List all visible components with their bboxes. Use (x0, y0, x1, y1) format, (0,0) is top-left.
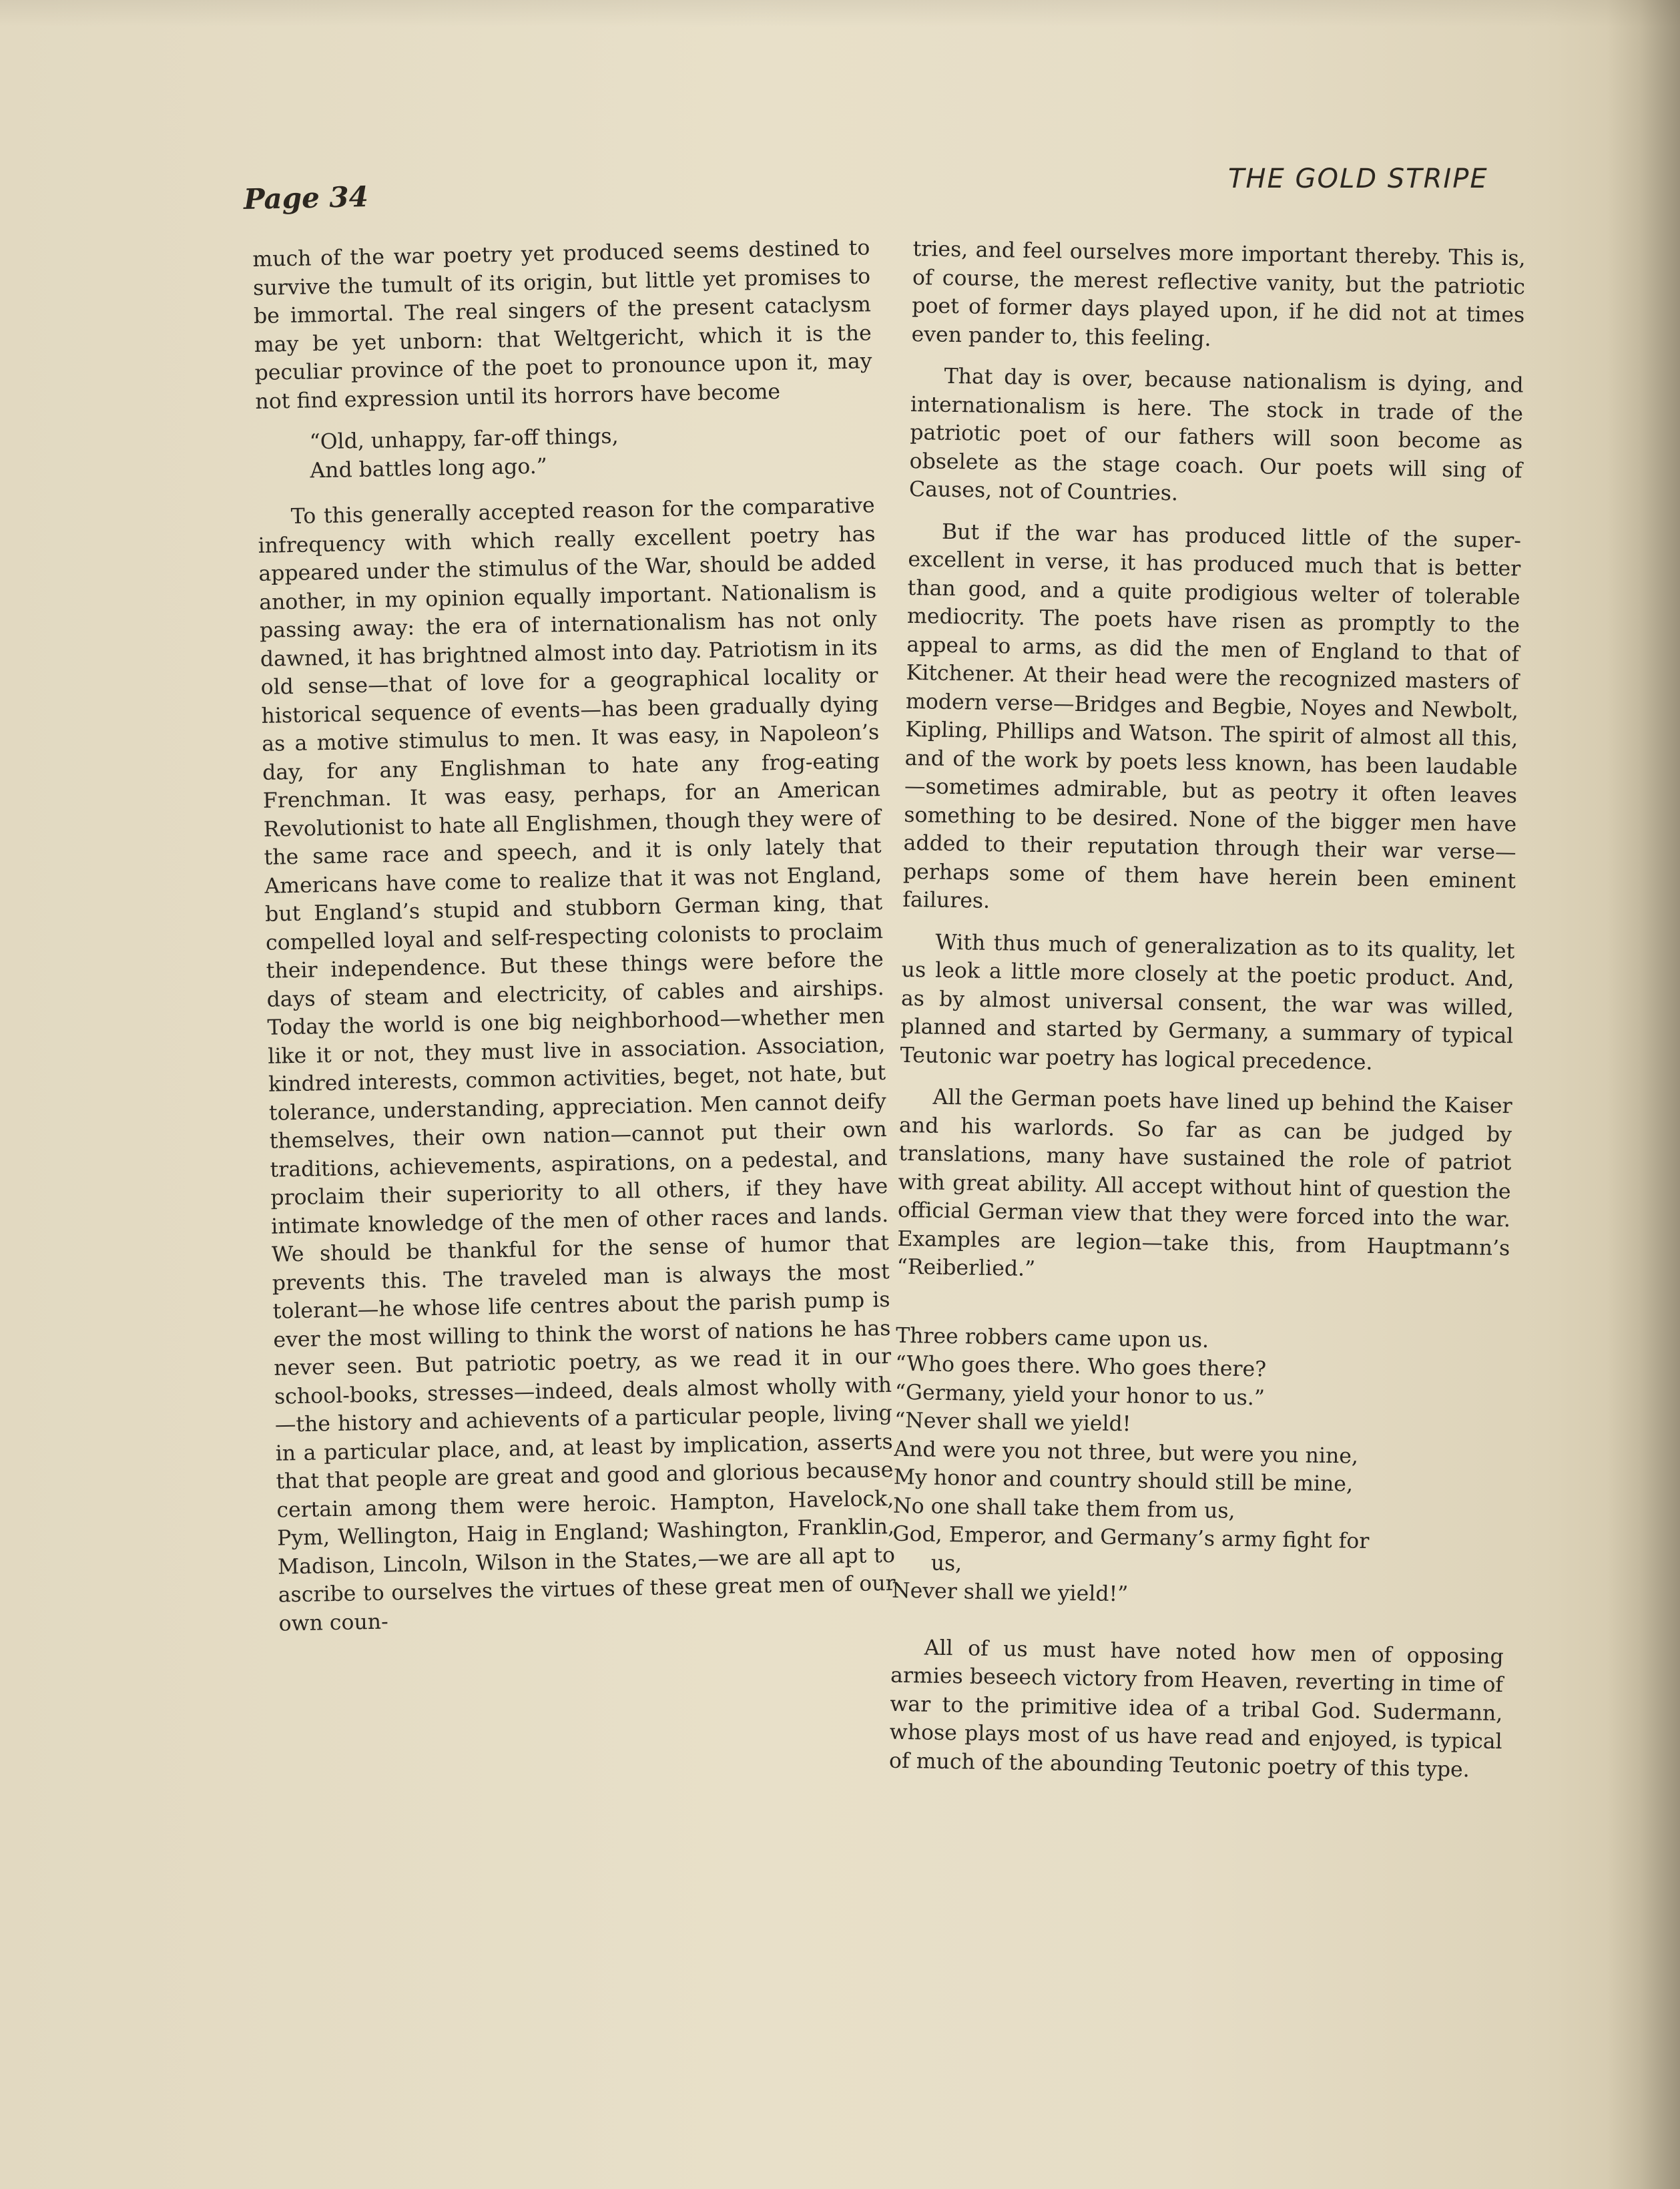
poem-excerpt (892, 1321, 1509, 1614)
paragraph: All the German poets have lined up behind the Kaiser and his warlords. So far as can be judged by translations, many have sustained the role of patriot with great ability. All accept without hint of question the official German view that they were forced into the war. Examples are legion—take this, from Hauptmann’s “Reiberlied.” (896, 1085, 1512, 1282)
paragraph: To this generally accepted reason for the comparative infrequency with which really excellent poetry has appeared under the stimulus of the War, should be added another, in my opinion equally important. Nationalism is passing away: the era of internationalism has not only dawned, it has brightned almost into day. Patriotism in its old sense—that of love for a geographical locality or historical sequence of events—has been gradually dying as a motive stimulus to men. It was easy, in Napoleon’s day, for any Englishman to hate any frog-eating Frenchman. It was easy, perhaps, for an American Revolutionist to hate all Englishmen, though they were of the same race and speech, and it is only lately that Americans have come to realize that it was not England, but England’s stupid and stubborn German king, that compelled loyal and self-respecting colonists to proclaim their independence. But these things were before the days of steam and electricity, of cables and airships. Today the world is one big neighborhood—whether men like it or not, they must live in association. Association, kindred interests, common activities, beget, not hate, but tolerance, understanding, appreciation. Men cannot deify themselves, their own nation—cannot put their own traditions, achievements, aspirations, on a pedestal, and proclaim their superiority to all others, if they have intimate knowledge of the men of other races and lands. We should be thankful for the sense of humor that prevents this. The traveled man is always the most tolerant—he whose life centres about the parish pump is ever the most willing to think the worst of nations he has never seen. But patriotic poetry, as we read it in our school-books, stresses—indeed, deals almost wholly with—the history and achievents of a particular people, living in a particular place, and, at least by implication, asserts that that people are great and good and glorious because certain among them were heroic. Hampton, Havelock, Pym, Wellington, Haig in England; Washington, Franklin, Madison, Lincoln, Wilson in the States,—we are all apt to ascribe to ourselves the virtues of these great men of our own coun- (258, 493, 896, 1636)
paragraph: With thus much of generalization as to its quality, let us leok a little more closely at the poetic product. And, as by almost universal consent, the war was willed, planned and started by Germany, a summary of typical Teutonic war poetry has logical precedence. (900, 930, 1515, 1075)
poem-line: Never shall we yield!” (891, 1578, 1129, 1607)
page-top-edge (0, 0, 1680, 27)
poem-line-continuation: us, (930, 1551, 962, 1575)
poem-line: “Germany, yield your honor to us.” (894, 1380, 1266, 1410)
paragraph: All of us must have noted how men of opposing armies beseech victory from Heaven, reverting in time of war to the primitive idea of a tribal God. Sudermann, whose plays most of us have read and enjoyed, is typical of much of the abounding Teutonic poetry of this type. (888, 1636, 1504, 1782)
verse-line: And battles long ago.” (310, 454, 548, 483)
poem-line: My honor and country should still be mine, (893, 1465, 1354, 1497)
verse-line: “Old, unhappy, far-off things, (309, 424, 619, 455)
poem-line: And were you not three, but were you nine, (894, 1437, 1359, 1469)
running-header-title: THE GOLD STRIPE (1228, 164, 1488, 194)
right-column (888, 235, 1525, 1798)
paragraph: much of the war poetry yet produced seems destined to survive the tumult of its origin, but little yet promises to be immortal. The real singers of the present cataclysm may be yet unborn: that Weltgericht, which it is the peculiar province of the poet to pronounce upon it, may not find expression until its horrors have become (252, 236, 872, 414)
binding-shadow (1607, 0, 1680, 2189)
poem-line: Three robbers came upon us. (895, 1323, 1209, 1353)
page-number: Page 34 (243, 180, 369, 216)
poem-line: God, Emperor, and Germany’s army fight for (892, 1521, 1370, 1553)
poem-line: “Never shall we yield! (894, 1408, 1131, 1437)
left-column (252, 234, 896, 1651)
paragraph: But if the war has produced little of the super-excellent in verse, it has produced much that is better than good, and a quite prodigious welter of tolerable mediocrity. The poets have risen as promptly to the appeal to arms, as did the men of England to that of Kitchener. At their head were the recognized masters of modern verse—Bridges and Begbie, Noyes and Newbolt, Kipling, Phillips and Watson. The spirit of almost all this, and of the work by poets less known, has been laudable—sometimes admirable, but as peotry it often leaves something to be desired. None of the bigger men have added to their reputation through their war verse—perhaps some of them have herein been eminent failures. (902, 519, 1522, 913)
quoted-verse (309, 417, 874, 485)
poem-line: “Who goes there. Who goes there? (895, 1351, 1267, 1382)
paragraph: tries, and feel ourselves more important thereby. This is, of course, the merest reflective vanity, but the patriotic poet of former days played upon, if he did not at times even pander to, this feeling. (911, 236, 1526, 351)
paragraph: That day is over, because nationalism is dying, and internationalism is here. The stock in trade of the patriotic poet of our fathers will soon become as obselete as the stage coach. Our poets will sing of Causes, not of Countries. (908, 364, 1524, 506)
poem-line: No one shall take them from us, (892, 1493, 1235, 1523)
